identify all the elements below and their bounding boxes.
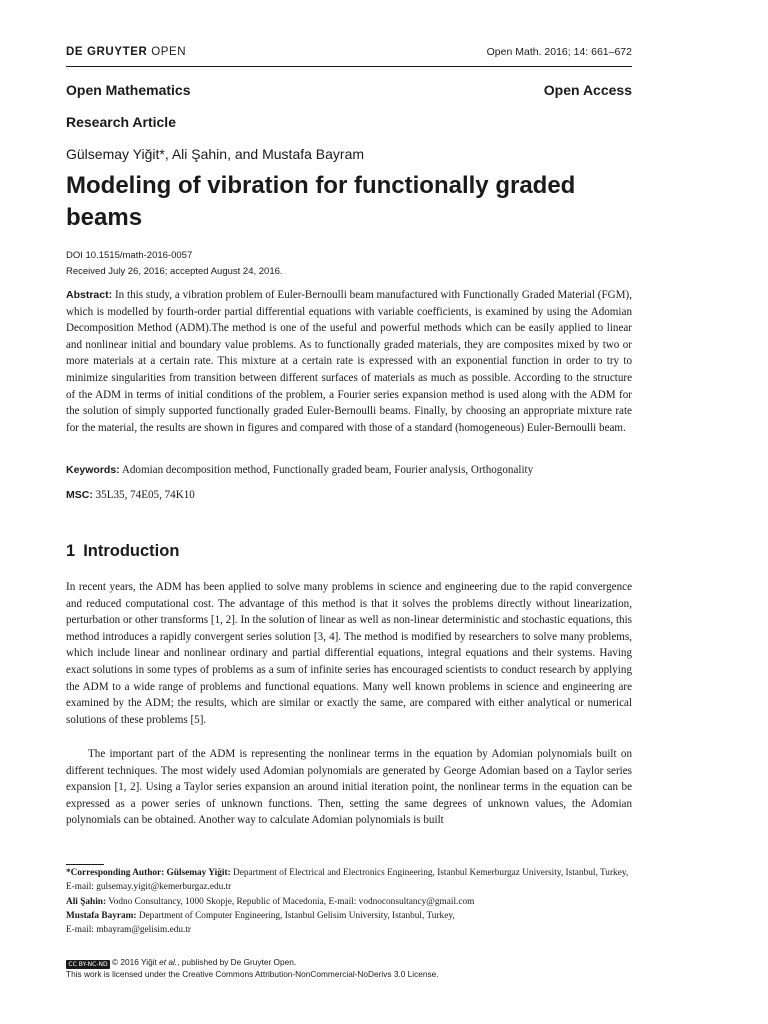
article-type: Research Article: [66, 114, 176, 130]
license-notice: [66, 957, 632, 980]
journal-reference: Open Math. 2016; 14: 661–672: [486, 46, 632, 58]
msc-text: 35L35, 74E05, 74K10: [92, 489, 195, 501]
footnote-divider: [66, 864, 104, 865]
section-heading: [66, 542, 179, 561]
author-footnotes: [66, 866, 632, 937]
section-title: Introduction: [83, 542, 180, 560]
license-line: This work is licensed under the Creative Commons Attribution-NonCommercial-NoDerivs 3.0 License.: [66, 969, 439, 979]
author-list: Gülsemay Yiğit*, Ali Şahin, and Mustafa Bayram: [66, 146, 365, 162]
corresponding-author-note: *Corresponding Author: Gülsemay Yiğit: Department of Electrical and Electronics Engineering, Istanbul Kemerburgaz University, Istanbul, Turkey, E-mail: gulsemay.yigit@kemerburgaz.edu.tr: [66, 868, 629, 893]
section-number: 1: [66, 542, 76, 560]
abstract-label: Abstract:: [66, 289, 113, 301]
received-dates: Received July 26, 2016; accepted August 24, 2016.: [66, 266, 283, 277]
intro-paragraph-1: In recent years, the ADM has been applied to solve many problems in science and engineering due to the rapid convergence and reduced computational cost. The advantage of this method is that it solves the problems directly without linearization, perturbation or other transforms [1, 2]. In the solution of linear as well as non-linear deterministic and stochastic equations, this method introduces a rapidly convergent series solution [3, 4]. The method is modified by researchers to solve many problems, which include linear and nonlinear ordinary and partial differential equations, integral equations and their systems. Having exact solutions in some types of problems as a sum of infinite series has encouraged scientists to conduct research by applying the ADM to a wide range of problems and functional equations. Many well known problems in science and engineering are examined by the ADM; the results, which are similar or exactly the same, are compared with either analytical or numerical solutions of these problems [5].: [66, 581, 632, 726]
journal-name: Open Mathematics: [66, 82, 191, 98]
article-meta: [66, 248, 283, 280]
keywords-label: Keywords:: [66, 464, 120, 476]
intro-paragraph-2: The important part of the ADM is representing the nonlinear terms in the equation by Adomian polynomials built on different techniques. The most widely used Adomian polynomials are generated by George Adomian based on a Taylor series expansion [1, 2]. Using a Taylor series expansion an around initial iteration point, the nonlinear terms in the equation can be expressed as a power series of unknown functions. Then, setting the same degrees of unknown values, the Adomian polynomials can be obtained. Another way to calculate Adomian polynomials is built: [66, 748, 632, 827]
open-access-label: Open Access: [543, 82, 632, 98]
keywords-text: Adomian decomposition method, Functionally graded beam, Fourier analysis, Orthogonality: [119, 464, 534, 476]
second-author-note: Ali Şahin: Vodno Consultancy, 1000 Skopje, Republic of Macedonia, E-mail: vodnoconsultancy@gmail.com: [66, 896, 475, 907]
doi: DOI 10.1515/math-2016-0057: [66, 250, 193, 261]
publisher-name: DE GRUYTER OPEN: [66, 46, 187, 58]
abstract: [66, 287, 632, 436]
third-author-note: Mustafa Bayram: Department of Computer Engineering, Istanbul Gelisim University, Istanbul, Turkey,: [66, 910, 455, 921]
keywords: [66, 462, 632, 479]
abstract-text: In this study, a vibration problem of Euler-Bernoulli beam manufactured with Functionally Graded Material (FGM), which is modelled by fourth-order partial differential equations with variable coefficients, is examined by using the Adomian Decomposition Method (ADM).The method is one of the useful and powerful methods which can be easily applied to linear and nonlinear initial and boundary value problems. As to functionally graded materials, they are composites mixed by two or more materials at a certain rate. This mixture at a certain rate is expressed with an exponential function in order to try to minimize singularities from transition between different surfaces of materials as much as possible. According to the structure of the ADM in terms of initial conditions of the problem, a Fourier series expansion method is used along with the ADM for the solution of simply supported functionally graded Euler-Bernoulli beams. Finally, by choosing an appropriate mixture rate for the material, the results are shown in figures and compared with those of a standard (homogeneous) Euler-Bernoulli beam.: [66, 289, 632, 434]
running-header: [66, 44, 632, 67]
msc-label: MSC:: [66, 489, 93, 501]
third-author-email: E-mail: mbayram@gelisim.edu.tr: [66, 925, 191, 936]
copyright-line: CC BY-NC-ND © 2016 Yiğit et al., published by De Gruyter Open.: [66, 957, 632, 969]
article-title: Modeling of vibration for functionally graded beams: [66, 172, 576, 231]
msc-codes: [66, 487, 632, 504]
cc-license-icon: CC BY-NC-ND: [66, 960, 110, 969]
